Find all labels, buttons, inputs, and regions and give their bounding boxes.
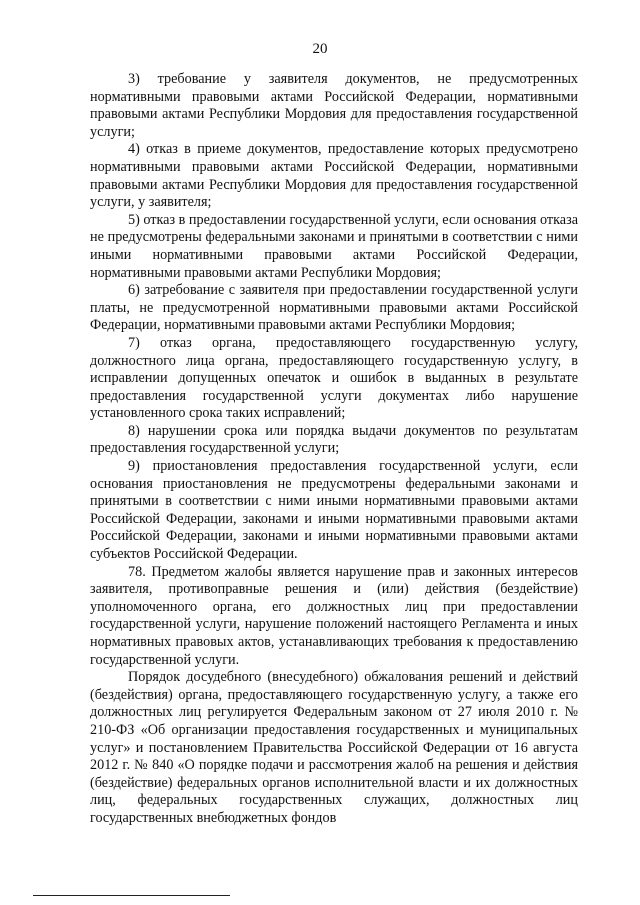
footnote-separator-line: [33, 895, 230, 896]
paragraph-item-8: 8) нарушении срока или порядка выдачи документов по результатам предоставления государственной услуги;: [90, 422, 578, 457]
document-body: [90, 71, 578, 828]
paragraph-item-6: 6) затребование с заявителя при предоставлении государственной услуги платы, не предусмотренной нормативными правовыми актами Российской Федерации, нормативными правовыми актами Республики Мордовия;: [90, 282, 578, 334]
paragraph-item-4: 4) отказ в приеме документов, предоставление которых предусмотрено нормативными правовыми актами Российской Федерации, нормативными правовыми актами Республики Мордовия для предоставления государственной услуги, у заявителя;: [90, 141, 578, 211]
paragraph-item-7: 7) отказ органа, предоставляющего государственную услугу, должностного лица органа, предоставляющего государственную услугу, в исправлении допущенных опечаток и ошибок в выданных в результате предоставления государственной услуги документах либо нарушение установленного срока таких исправлений;: [90, 334, 578, 422]
paragraph-appeal-procedure: Порядок досудебного (внесудебного) обжалования решений и действий (бездействия) органа, предоставляющего государственную услугу, а также его должностных лиц регулируется Федеральным законом от 27 июля 2010 г. № 210-ФЗ «Об организации предоставления государственных и муниципальных услуг» и постановлением Правительства Российской Федерации от 16 августа 2012 г. № 840 «О порядке подачи и рассмотрения жалоб на решения и действия (бездействие) федеральных органов исполнительной власти и их должностных лиц, федеральных государственных служащих, должностных лиц государственных внебюджетных фондов: [90, 669, 578, 826]
page-number: 20: [312, 41, 328, 57]
paragraph-item-3: 3) требование у заявителя документов, не предусмотренных нормативными правовыми актами Российской Федерации, нормативными правовыми актами Республики Мордовия для предоставления государственной услуги;: [90, 71, 578, 140]
paragraph-item-5: 5) отказ в предоставлении государственной услуги, если основания отказа не предусмотрены федеральными законами и принятыми в соответствии с ними иными нормативными правовыми актами Российской Федерации, нормативными правовыми актами Республики Мордовия;: [90, 211, 578, 281]
paragraph-clause-78: 78. Предметом жалобы является нарушение прав и законных интересов заявителя, противоправные решения и (или) действия (бездействие) уполномоченного органа, его должностных лиц при предоставлении государственной услуги, нарушение положений настоящего Регламента и иных нормативных правовых актов, устанавливающих требования к предоставлению государственной услуги.: [90, 563, 578, 668]
paragraph-item-9: 9) приостановления предоставления государственной услуги, если основания приостановления не предусмотрены федеральными законами и принятыми в соответствии с ними иными нормативными правовыми актами Российской Федерации, законами и иными нормативными правовыми актами Российской Федерации, законами и иными нормативными правовыми актами субъектов Российской Федерации.: [90, 458, 578, 563]
